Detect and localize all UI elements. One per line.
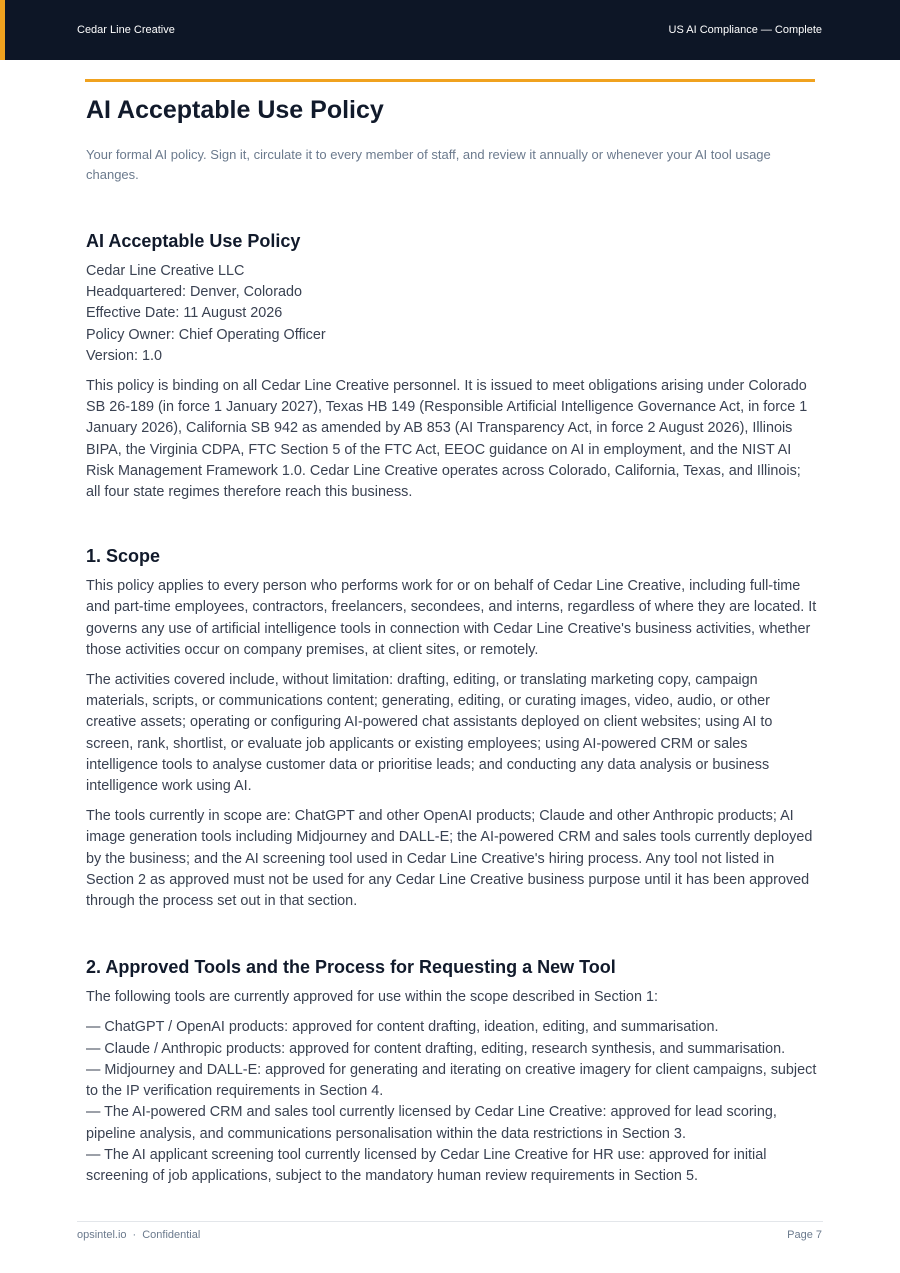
approved-tool-item: — Claude / Anthropic products: approved for content drafting, editing, research synthesis, and summarisation. [86,1040,786,1057]
company-line-owner: Policy Owner: Chief Operating Officer [86,326,326,343]
company-line-name: Cedar Line Creative LLC [86,263,245,279]
company-line-effective-date: Effective Date: 11 August 2026 [86,305,283,322]
header-accent-strip [0,0,5,60]
page-number: Page 7 [787,1229,822,1241]
approved-intro: The following tools are currently approved for use within the scope described in Section 1: [86,989,658,1006]
footer-confidential-label: Confidential [142,1229,201,1241]
policy-intro: This policy is binding on all Cedar Line Creative personnel. It is issued to meet obligations arising under Colorado SB 26-189 (in force 1 January 2027), Texas HB 149 (Responsible Artificial Intelligence Governance Act, in force 1 January 2026), California SB 942 as amended by AB 853 (AI Transparency Act, in force 2 August 2026), Illinois BIPA, the Virginia CDPA, FTC Section 5 of the FTC Act, EEOC guidance on AI in employment, and the NIST AI Risk Management Framework 1.0. Cedar Line Creative operates across Colorado, California, Texas, and Illinois; all four state regimes therefore reach this business. [86,378,808,501]
page-subtitle: Your formal AI policy. Sign it, circulate it to every member of staff, and review it annually or whenever your AI tool usage changes. [86,147,771,182]
section-heading-scope: 1. Scope [86,546,161,567]
approved-tool-item: — The AI-powered CRM and sales tool currently licensed by Cedar Line Creative: approved for lead scoring, pipeline analysis, and communications personalisation within the data restrictions in Section 3. [86,1104,777,1142]
scope-paragraph: This policy applies to every person who performs work for or on behalf of Cedar Line Creative, including full-time and part-time employees, contractors, freelancers, secondees, and interns, regardless of where they are located. It governs any use of artificial intelligence tools in connection with Cedar Line Creative's business activities, whether those activities occur on company premises, at client sites, or remotely. [86,578,817,658]
footer-left [77,1229,200,1241]
compliance-status: US AI Compliance — Complete [668,24,822,36]
company-line-version: Version: 1.0 [86,347,163,364]
scope-paragraph: The tools currently in scope are: ChatGPT and other OpenAI products; Claude and other Anthropic products; AI image generation tools including Midjourney and DALL-E; the AI-powered CRM and sales tools currently deployed by the business; and the AI screening tool used in Cedar Line Creative's hiring process. Any tool not listed in Section 2 as approved must not be used for any Cedar Line Creative business purpose until it has been approved through the process set out in that section. [86,808,813,910]
approved-tool-item: — ChatGPT / OpenAI products: approved for content drafting, ideation, editing, and summarisation. [86,1019,719,1036]
brand-name: Cedar Line Creative [77,24,175,36]
footer-site: opsintel.io [77,1229,127,1241]
company-line-hq: Headquartered: Denver, Colorado [86,284,302,301]
scope-paragraph: The activities covered include, without limitation: drafting, editing, or translating marketing copy, campaign materials, scripts, or communications content; generating, editing, or curating images, video, audio, or other creative assets; operating or configuring AI-powered chat assistants deployed on client websites; using AI to screen, rank, shortlist, or evaluate job applicants or existing employees; using AI-powered CRM or sales intelligence tools to analyse customer data or prioritise leads; and conducting any data analysis or business intelligence work using AI. [86,672,773,795]
top-header-bar [0,0,900,60]
section-heading-approved-tools: 2. Approved Tools and the Process for Requesting a New Tool [86,957,616,978]
approved-tool-item: — Midjourney and DALL-E: approved for generating and iterating on creative imagery for client campaigns, subject to the IP verification requirements in Section 4. [86,1061,817,1100]
footer-separator: · [132,1229,137,1241]
page-title: AI Acceptable Use Policy [86,96,384,124]
policy-document [86,230,818,1187]
approved-tool-item: — The AI applicant screening tool currently licensed by Cedar Line Creative for HR use: approved for initial screening of job applications, subject to the mandatory human review requirements in Section 5. [86,1146,767,1184]
policy-heading: AI Acceptable Use Policy [86,231,301,251]
title-divider [85,79,815,82]
footer-divider [77,1221,823,1222]
